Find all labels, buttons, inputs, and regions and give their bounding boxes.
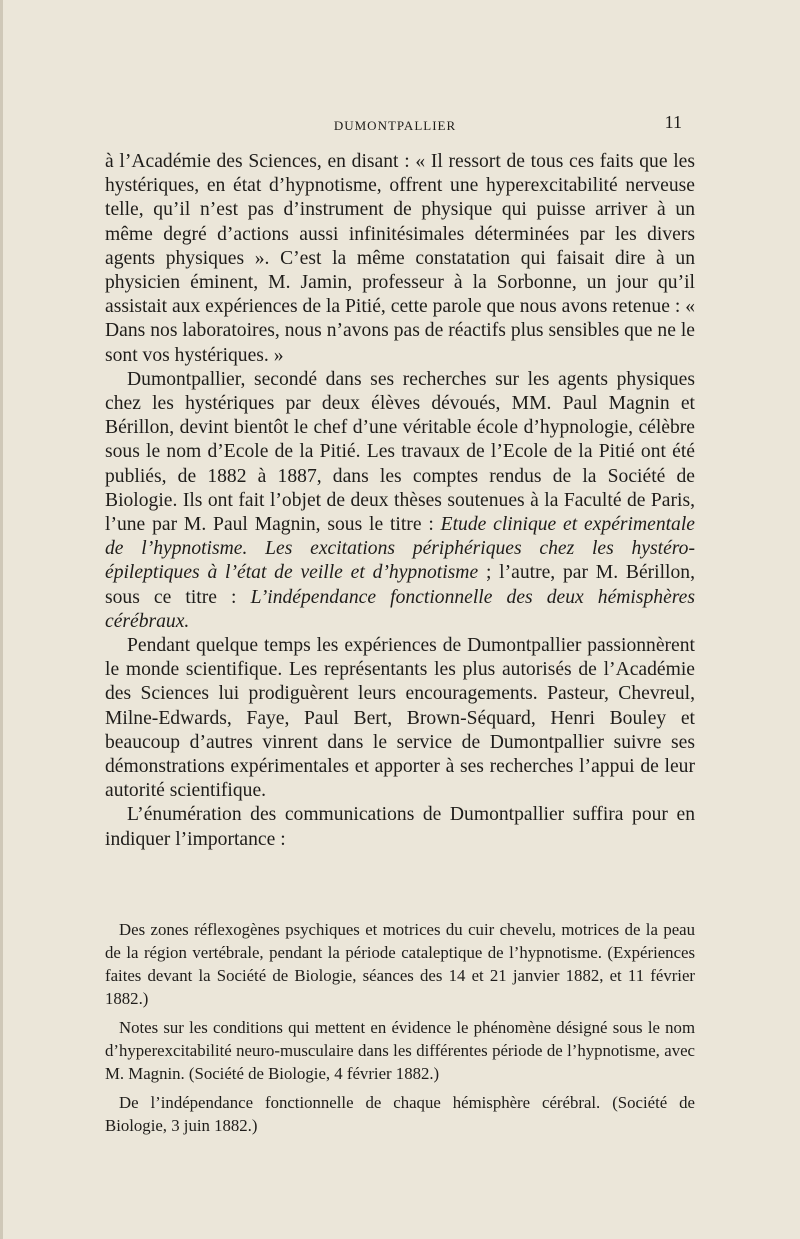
page-edge (0, 0, 3, 1239)
running-head: DUMONTPALLIER (333, 118, 457, 133)
list-item: Des zones réflexogènes psychiques et motrices du cuir chevelu, motrices de la peau de la région vertébrale, pendant la période cataleptique de l’hypnotisme. (Expériences faites devant la Société de Biologie, séances des 14 et 21 janvier 1882, et 11 février 1882.) (105, 920, 695, 1008)
list-item: Notes sur les conditions qui mettent en évidence le phénomène désigné sous le nom d’hyperexcitabilité neuro-musculaire dans les différentes période de l’hypnotisme, avec M. Magnin. (Société de Biologie, 4 février 1882.) (105, 1018, 695, 1083)
communications-list (105, 918, 695, 1143)
thesis-title-berillon: L’indépendance fonctionnelle des deux hémisphères cérébraux. (105, 586, 696, 632)
paragraph-text: Dumontpallier, secondé dans ses recherches sur les agents physiques chez les hystériques par deux élèves dévoués, MM. Paul Magnin et Bérillon, devint bientôt le chef d’une véritable école d’hypnologie, célèbre sous le nom d’Ecole de la Pitié. Les travaux de l’Ecole de la Pitié ont été publiés, de 1882 à 1887, dans les comptes rendus de la Société de Biologie. Ils ont fait l’objet de deux thèses soutenues à la Faculté de Paris, l’une par M. Paul Magnin, sous le titre : (105, 368, 695, 536)
paragraph-academie: à l’Académie des Sciences, en disant : « Il ressort de tous ces faits que les hystériques, en état d’hypnotisme, offrent une hyperexcitabilité nerveuse telle, qu’il n’est pas d’instrument de physique qui puisse arriver à un même degré d’actions aussi infinitésimales déterminées par les divers agents physiques ». C’est la même constatation qui faisait dire à un physicien éminent, M. Jamin, professeur à la Sorbonne, un jour qu’il assistait aux expériences de la Pitié, cette parole que nous avons retenue : « Dans nos laboratoires, nous n’avons pas de réactifs plus sensibles que ne le sont vos hystériques. » (105, 151, 695, 366)
paragraph-enumeration: L’énumération des communications de Dumontpallier suffira pour en indiquer l’importance : (105, 804, 695, 850)
page-header (105, 112, 685, 142)
page-number: 11 (664, 112, 682, 132)
paragraph-experiences: Pendant quelque temps les expériences de Dumontpallier passionnèrent le monde scientifique. Les représentants les plus autorisés de l’Académie des Sciences lui prodiguèrent leurs encouragements. Pasteur, Chevreul, Milne-Edwards, Faye, Paul Bert, Brown-Séquard, Henri Bouley et beaucoup d’autres vinrent dans le service de Dumontpallier suivre ses démonstrations expérimentales et apporter à ses recherches l’appui de leur autorité scientifique. (105, 635, 695, 802)
paragraph-text: ; l’autre, par M. Bérillon, sous ce titre : (105, 562, 695, 608)
thesis-title-magnin: Etude clinique et expérimentale de l’hypnotisme. Les excitations périphériques chez les hystéro-épileptiques à l’état de veille et d’hypnotisme (105, 514, 695, 584)
list-item: De l’indépendance fonctionnelle de chaque hémisphère cérébral. (Société de Biologie, 3 juin 1882.) (105, 1093, 695, 1135)
paragraph-ecole-pitie (105, 368, 695, 634)
main-text (105, 150, 695, 852)
